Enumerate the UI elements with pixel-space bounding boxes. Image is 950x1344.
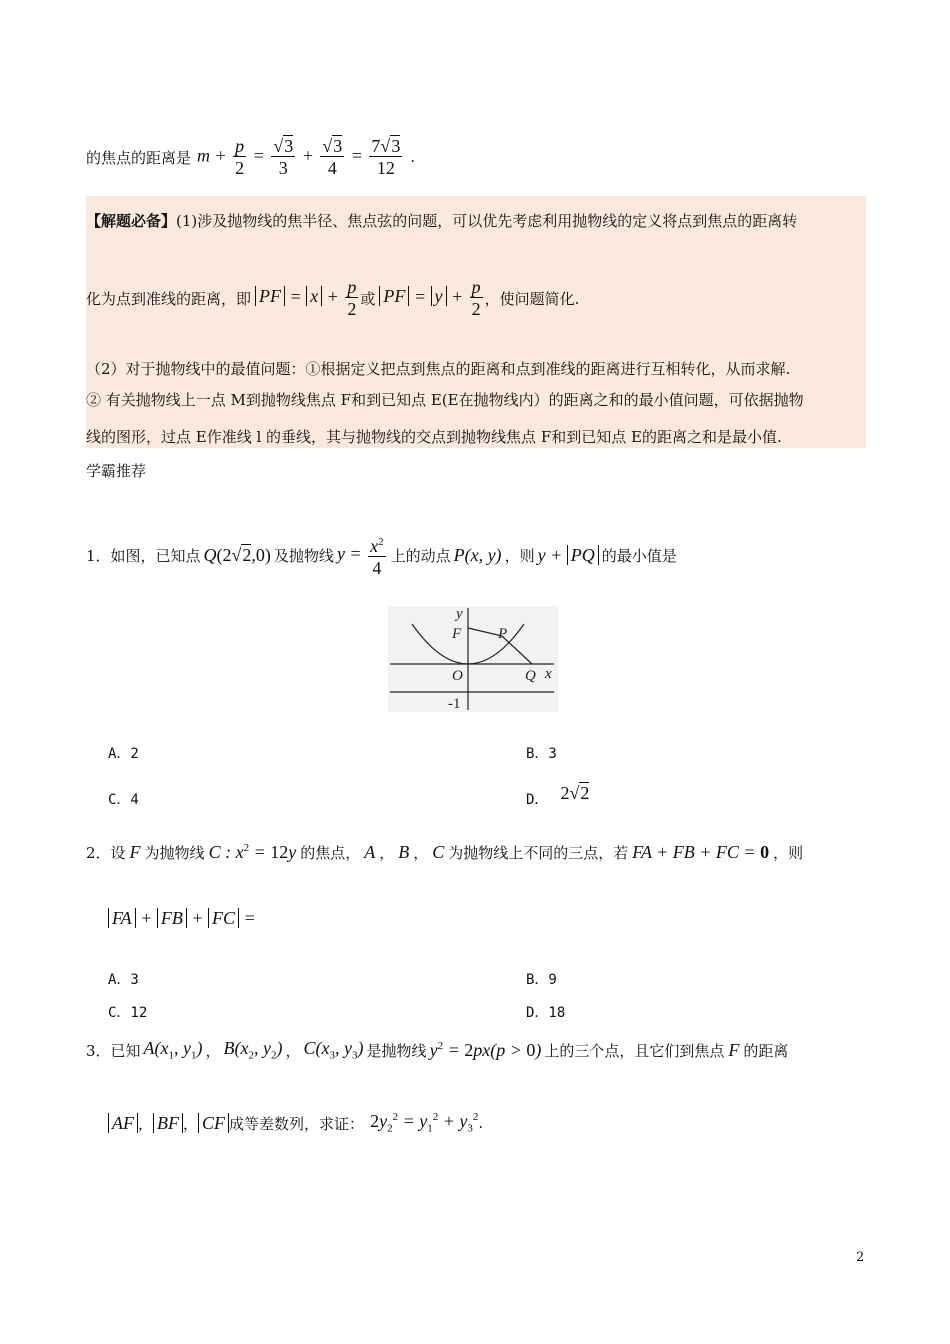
- label-x: x: [545, 666, 552, 682]
- question-1: 1．如图，已知点 Q(2√2,0) 及抛物线 y = $\frac{x^2}{4}$ 上的动点 P(x, y) ，则 y + PQ 的最小值是: [86, 530, 677, 580]
- tip-box: [86, 196, 866, 448]
- q2-option-d: D．18: [526, 1005, 566, 1021]
- section-title: 学霸推荐: [86, 462, 147, 480]
- label-P: P: [498, 626, 508, 642]
- label-O: O: [452, 668, 463, 684]
- line1-prefix: 的焦点的距离是: [86, 148, 192, 167]
- label-minus1: -1: [448, 696, 461, 712]
- question-3: 3．已知 $A(x_1$, $y_1$) ， $B(x_2$, $y_2$) ， $C(x_3$, $y_3$) 是抛物线 $y^2 = 2px(p > 0)$ 上的三个点，且它们到焦点 F 的距离: [86, 1038, 789, 1062]
- tip-p1b: 化为点到准线的距离，即 PF = x + $\frac{p}{2}$ 或 PF = y + $\frac{p}{2}$ ，使问题简化.: [86, 276, 580, 319]
- q2-option-a: A．3: [108, 972, 139, 988]
- q1-option-b: B．3: [526, 746, 557, 762]
- question-3-line2: AF ， BF ， CF 成等差数列，求证： $2y_2^2 = y_1^2 + y_3^2$ .: [108, 1108, 483, 1138]
- q2-option-c: C．12: [108, 1005, 148, 1021]
- tip-p2c: 线的图形，过点 E作准线 l 的垂线，其与抛物线的交点到抛物线焦点 F和到已知点 E的距离之和是最小值.: [86, 428, 782, 446]
- question-2: 2．设 F 为抛物线 C : $x^2 = 12y$ 的焦点， A ， B ， C 为抛物线上不同的三点，若 FA + FB + FC = 0 ，则: [86, 841, 804, 862]
- tip-p2a: （2）对于抛物线中的最值问题：①根据定义把点到焦点的距离和点到准线的距离进行互相转化，从而求解.: [86, 360, 791, 378]
- q2-sum-expression: FA + FB + FC =: [108, 908, 256, 929]
- parabola-graph: [388, 606, 558, 712]
- q1-option-d: D． 2√2: [526, 782, 590, 808]
- label-y: y: [456, 606, 463, 622]
- q2-option-b: B．9: [526, 972, 557, 988]
- q1-option-a: A．2: [108, 746, 139, 762]
- formula-line: 的焦点的距离是 m + $\frac{p}{2}$ = $\frac{√3}{3}$ + $\frac{√3}{4}$ = $\frac{7√3}{12}$ .: [86, 135, 416, 178]
- tip-p2b: ② 有关抛物线上一点 M到抛物线焦点 F和到已知点 E(E在抛物线内）的距离之和的最小值问题，可依据抛物: [86, 391, 804, 409]
- formula-focal-distance: m + $\frac{p}{2}$ = $\frac{√3}{3}$ + $\frac{√3}{4}$ = $\frac{7√3}{12}$: [197, 135, 401, 178]
- q1-option-c: C．4: [108, 792, 139, 808]
- tip-p1a: 【解题必备】(1)涉及抛物线的焦半径、焦点弦的问题，可以优先考虑利用抛物线的定义将点到焦点的距离转: [86, 212, 798, 230]
- page-number: 2: [856, 1250, 865, 1265]
- label-Q: Q: [525, 668, 536, 684]
- label-F: F: [452, 626, 462, 642]
